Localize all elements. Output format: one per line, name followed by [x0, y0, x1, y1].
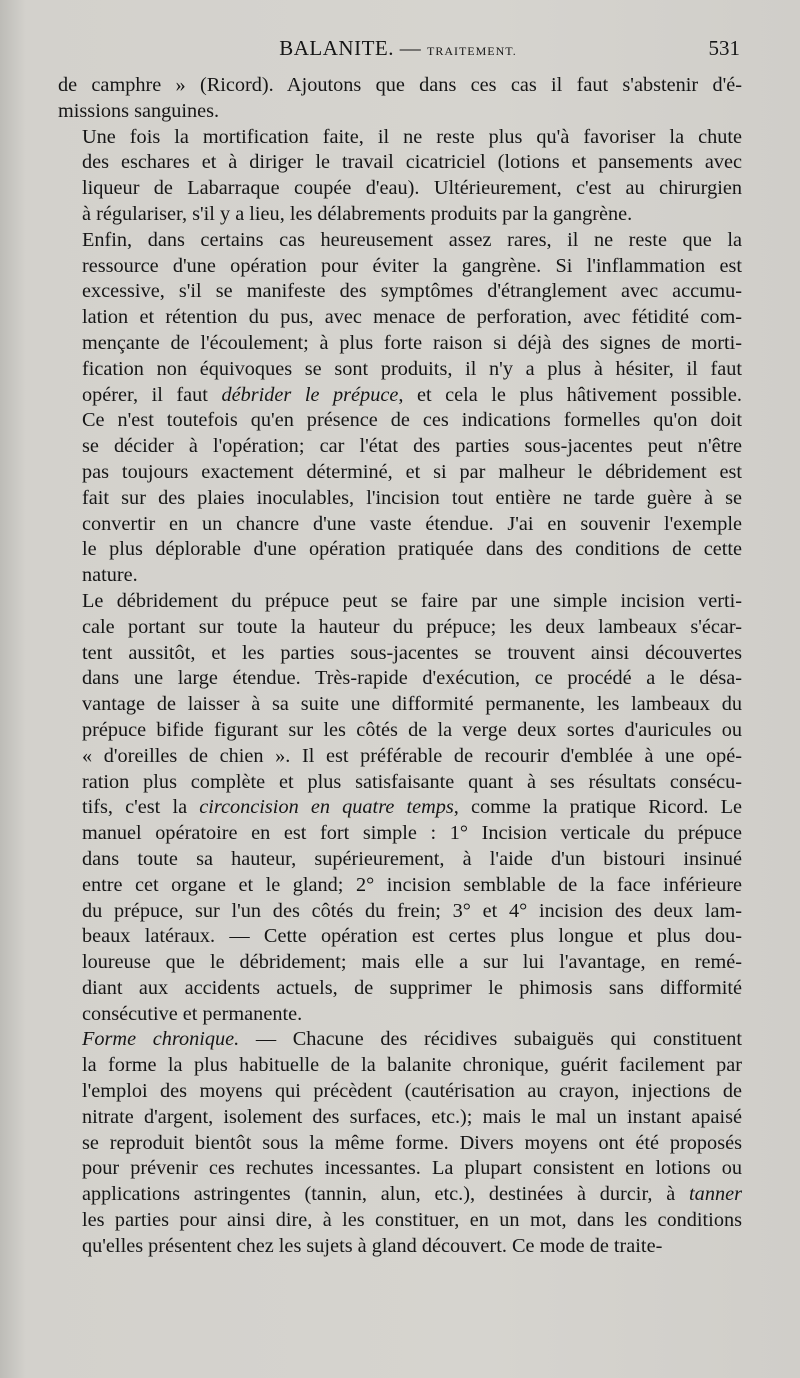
text-line: nature.	[82, 564, 138, 587]
text-line: loureuse que le débridement; mais elle a sur lui l'avantage, en remé-	[82, 951, 742, 974]
paragraph	[58, 589, 742, 1028]
italic-term: Forme chronique.	[82, 1028, 240, 1051]
text-line: fication non équivoques se sont produits, il n'y a plus à hésiter, il faut	[82, 357, 742, 380]
text-line: Le débridement du prépuce peut se faire par une simple incision verti-	[82, 589, 742, 612]
text-line: l'emploi des moyens qui précèdent (cautérisation au crayon, injections de	[82, 1080, 742, 1103]
text-line: mençante de l'écoulement; à plus forte raison si déjà des signes de morti-	[82, 331, 742, 354]
text-line: pour prévenir ces rechutes incessantes. La plupart consistent en lotions ou	[82, 1157, 742, 1180]
text-line: les parties pour ainsi dire, à les constituer, en un mot, dans les conditions	[82, 1209, 742, 1232]
text-line: se décider à l'opération; car l'état des parties sous-jacentes peut n'être	[82, 435, 742, 458]
text-line: missions sanguines.	[58, 99, 220, 122]
text-line: Une fois la mortification faite, il ne reste plus qu'à favoriser la chute	[82, 125, 742, 148]
text-line: Ce n'est toutefois qu'en présence de ces indications formelles qu'on doit	[82, 409, 742, 432]
italic-term: circoncision en quatre temps	[199, 796, 454, 819]
text-line: tent aussitôt, et les parties sous-jacentes se trouvent ainsi découvertes	[82, 641, 742, 664]
text-line: la forme la plus habituelle de la balanite chronique, guérit facilement par	[82, 1054, 742, 1077]
text-line: opérer, il faut débrider le prépuce, et cela le plus hâtivement possible.	[82, 383, 743, 406]
text-line: beaux latéraux. — Cette opération est certes plus longue et plus dou-	[82, 925, 742, 948]
text-line: « d'oreilles de chien ». Il est préférable de recourir d'emblée à une opé-	[82, 744, 742, 767]
text-line: convertir en un chancre d'une vaste étendue. J'ai en souvenir l'exemple	[82, 512, 742, 535]
text-line: entre cet organe et le gland; 2° incision semblable de la face inférieure	[82, 873, 742, 896]
text-line: se reproduit bientôt sous la même forme. Divers moyens ont été proposés	[82, 1131, 742, 1154]
italic-term: tanner	[689, 1183, 742, 1206]
text-line: cale portant sur toute la hauteur du prépuce; les deux lambeaux s'écar-	[82, 615, 742, 638]
text-line: Forme chronique. — Chacune des récidives subaiguës qui constituent	[82, 1028, 742, 1051]
text-line: à régulariser, s'il y a lieu, les délabrements produits par la gangrène.	[82, 202, 633, 225]
text-line: vantage de laisser à sa suite une difformité permanente, les lambeaux du	[82, 693, 742, 716]
text-line: prépuce bifide figurant sur les côtés de la verge deux sortes d'auricules ou	[82, 718, 742, 741]
text-line: du prépuce, sur l'un des côtés du frein; 3° et 4° incision des deux lam-	[82, 899, 742, 922]
text-line: dans toute sa hauteur, supérieurement, à l'aide d'un bistouri insinué	[82, 847, 742, 870]
text-line: fait sur des plaies inoculables, l'incision tout entière ne tarde guère à se	[82, 486, 742, 509]
paragraph	[58, 1027, 742, 1259]
text-line: tifs, c'est la circoncision en quatre temps, comme la pratique Ricord. Le	[82, 796, 742, 819]
text-line: manuel opératoire en est fort simple : 1° Incision verticale du prépuce	[82, 822, 742, 845]
italic-term: débrider le prépuce	[221, 383, 399, 406]
text-line: Enfin, dans certains cas heureusement assez rares, il ne reste que la	[82, 228, 742, 251]
text-line: lation et rétention du pus, avec menace de perforation, avec fétidité com-	[82, 306, 742, 329]
page-number: 531	[708, 36, 740, 60]
text-line: le plus déplorable d'une opération pratiquée dans des conditions de cette	[82, 538, 742, 561]
text-line: consécutive et permanente.	[82, 1002, 303, 1025]
text-line: ration plus complète et plus satisfaisante quant à ses résultats consécu-	[82, 770, 742, 793]
running-title	[58, 36, 738, 61]
text-line: ressource d'une opération pour éviter la gangrène. Si l'inflammation est	[82, 254, 742, 277]
text-line: qu'elles présentent chez les sujets à gland découvert. Ce mode de traite-	[82, 1234, 663, 1257]
text-line: des eschares et à diriger le travail cicatriciel (lotions et pansements avec	[82, 151, 742, 174]
paragraph	[58, 73, 742, 125]
body-text	[58, 73, 742, 1260]
text-line: diant aux accidents actuels, de supprimer le phimosis sans difformité	[82, 976, 742, 999]
text-line: de camphre » (Ricord). Ajoutons que dans ces cas il faut s'abstenir d'é-	[58, 74, 742, 96]
running-title-section: TRAITEMENT.	[426, 44, 517, 58]
text-line: liqueur de Labarraque coupée d'eau). Ultérieurement, c'est au chirurgien	[82, 177, 742, 200]
paragraph	[58, 125, 742, 228]
text-line: dans une large étendue. Très-rapide d'exécution, ce procédé a le désa-	[82, 667, 742, 690]
running-header	[58, 30, 738, 66]
text-line: excessive, s'il se manifeste des symptômes d'étranglement avec accumu-	[82, 280, 742, 303]
text-line: nitrate d'argent, isolement des surfaces, etc.); mais le mal un instant apaisé	[82, 1105, 742, 1128]
paragraph	[58, 228, 742, 589]
text-line: applications astringentes (tannin, alun, etc.), destinées à durcir, à tanner	[82, 1183, 742, 1206]
text-line: pas toujours exactement déterminé, et si par malheur le débridement est	[82, 460, 742, 483]
running-title-main: BALANITE. —	[279, 36, 427, 60]
